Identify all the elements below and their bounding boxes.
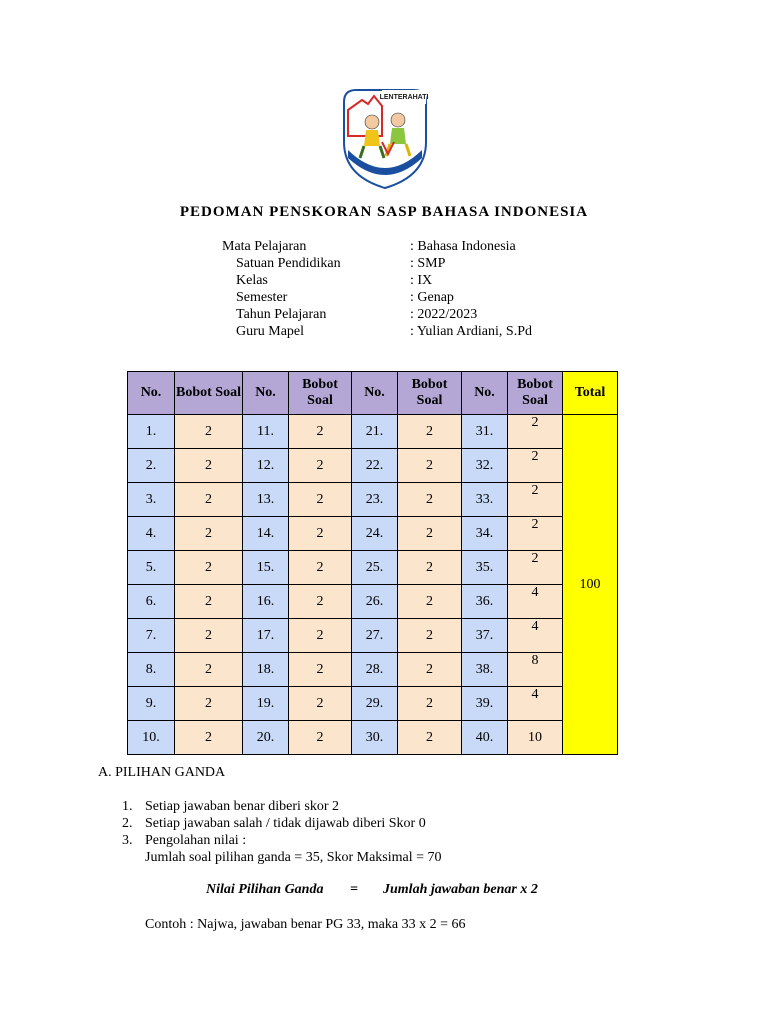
meta-label: Guru Mapel: [236, 324, 305, 339]
table-row: [128, 551, 618, 585]
header-cell: Bobot Soal: [508, 372, 563, 415]
meta-value: : Bahasa Indonesia: [410, 239, 516, 254]
table-cell: 2: [289, 585, 352, 619]
formula-right: Jumlah jawaban benar x 2: [383, 882, 538, 897]
table-cell: 2: [175, 585, 243, 619]
table-cell: 2: [175, 653, 243, 687]
meta-label: Semester: [236, 290, 288, 305]
table-cell: 2: [289, 619, 352, 653]
table-cell: 13.: [243, 483, 289, 517]
table-cell: 2: [508, 551, 563, 585]
header-cell-total: Total: [563, 372, 618, 415]
table-cell: 11.: [243, 415, 289, 449]
list-item: Setiap jawaban salah / tidak dijawab diberi Skor 0: [145, 816, 426, 831]
table-cell: 26.: [352, 585, 398, 619]
table-cell: 19.: [243, 687, 289, 721]
meta-value: : Genap: [410, 290, 454, 305]
table-cell: 2: [175, 687, 243, 721]
table-row: [128, 483, 618, 517]
table-cell: 36.: [462, 585, 508, 619]
header-cell: No.: [462, 372, 508, 415]
table-cell: 2: [398, 449, 462, 483]
table-cell: 1.: [128, 415, 175, 449]
table-cell: 17.: [243, 619, 289, 653]
table-row: [128, 585, 618, 619]
table-cell: 4.: [128, 517, 175, 551]
table-cell: 2: [175, 721, 243, 755]
school-logo: [338, 80, 432, 190]
table-cell: 28.: [352, 653, 398, 687]
table-cell: 2: [175, 449, 243, 483]
table-cell: 10: [508, 721, 563, 755]
logo-text: LENTERAHATI: [379, 94, 429, 101]
table-row: [128, 721, 618, 755]
table-header-row: [128, 372, 618, 415]
formula-left: Nilai Pilihan Ganda: [206, 882, 324, 897]
formula-equals: =: [350, 882, 358, 897]
meta-label: Tahun Pelajaran: [236, 307, 327, 322]
table-cell: 2: [398, 619, 462, 653]
table-cell: 2: [289, 687, 352, 721]
header-cell: No.: [243, 372, 289, 415]
table-cell: 14.: [243, 517, 289, 551]
list-item: Setiap jawaban benar diberi skor 2: [145, 799, 339, 814]
table-cell: 12.: [243, 449, 289, 483]
total-cell: 100: [563, 415, 618, 755]
table-cell: 31.: [462, 415, 508, 449]
table-cell: 25.: [352, 551, 398, 585]
table-cell: 40.: [462, 721, 508, 755]
table-cell: 6.: [128, 585, 175, 619]
table-cell: 8.: [128, 653, 175, 687]
table-cell: 39.: [462, 687, 508, 721]
table-cell: 21.: [352, 415, 398, 449]
table-cell: 2: [508, 449, 563, 483]
table-cell: 2: [398, 653, 462, 687]
table-cell: 2.: [128, 449, 175, 483]
table-cell: 2: [508, 483, 563, 517]
table-cell: 2: [398, 551, 462, 585]
table-cell: 2: [289, 415, 352, 449]
table-cell: 34.: [462, 517, 508, 551]
sub-line: Jumlah soal pilihan ganda = 35, Skor Maksimal = 70: [145, 850, 442, 865]
table-cell: 2: [289, 551, 352, 585]
table-cell: 2: [175, 619, 243, 653]
table-row: [128, 653, 618, 687]
table-cell: 38.: [462, 653, 508, 687]
table-row: [128, 619, 618, 653]
table-cell: 8: [508, 653, 563, 687]
table-row: [128, 517, 618, 551]
table-cell: 15.: [243, 551, 289, 585]
table-cell: 32.: [462, 449, 508, 483]
score-table: [127, 371, 618, 755]
table-cell: 18.: [243, 653, 289, 687]
table-cell: 2: [289, 449, 352, 483]
header-cell: Bobot Soal: [289, 372, 352, 415]
table-cell: 37.: [462, 619, 508, 653]
table-cell: 4: [508, 585, 563, 619]
list-item-number: 1.: [122, 799, 133, 814]
table-cell: 4: [508, 619, 563, 653]
table-cell: 29.: [352, 687, 398, 721]
header-cell: No.: [352, 372, 398, 415]
meta-value: : SMP: [410, 256, 446, 271]
table-cell: 2: [175, 551, 243, 585]
table-cell: 22.: [352, 449, 398, 483]
table-row: [128, 449, 618, 483]
table-cell: 4: [508, 687, 563, 721]
table-cell: 2: [398, 517, 462, 551]
table-cell: 9.: [128, 687, 175, 721]
meta-value: : 2022/2023: [410, 307, 478, 322]
meta-value: : Yulian Ardiani, S.Pd: [410, 324, 532, 339]
meta-value: : IX: [410, 273, 433, 288]
meta-label: Kelas: [236, 273, 268, 288]
table-cell: 2: [175, 517, 243, 551]
document-title: PEDOMAN PENSKORAN SASP BAHASA INDONESIA: [179, 204, 589, 220]
table-cell: 2: [398, 483, 462, 517]
header-cell: No.: [128, 372, 175, 415]
table-cell: 10.: [128, 721, 175, 755]
table-cell: 35.: [462, 551, 508, 585]
table-cell: 5.: [128, 551, 175, 585]
table-cell: 2: [398, 687, 462, 721]
table-cell: 23.: [352, 483, 398, 517]
table-cell: 2: [398, 585, 462, 619]
table-row: [128, 687, 618, 721]
header-cell: Bobot Soal: [175, 372, 243, 415]
table-cell: 2: [289, 517, 352, 551]
table-cell: 27.: [352, 619, 398, 653]
table-cell: 30.: [352, 721, 398, 755]
meta-label: Mata Pelajaran: [222, 239, 307, 254]
table-cell: 16.: [243, 585, 289, 619]
list-item-number: 2.: [122, 816, 133, 831]
table-cell: 2: [508, 415, 563, 449]
table-cell: 2: [289, 483, 352, 517]
list-item: Pengolahan nilai :: [145, 833, 247, 848]
table-row: [128, 415, 618, 449]
section-heading: A. PILIHAN GANDA: [98, 765, 226, 780]
table-cell: 7.: [128, 619, 175, 653]
table-cell: 2: [289, 721, 352, 755]
table-cell: 2: [398, 415, 462, 449]
table-cell: 2: [398, 721, 462, 755]
table-cell: 2: [289, 653, 352, 687]
table-cell: 2: [175, 415, 243, 449]
list-item-number: 3.: [122, 833, 133, 848]
table-cell: 3.: [128, 483, 175, 517]
meta-label: Satuan Pendidikan: [236, 256, 341, 271]
table-cell: 20.: [243, 721, 289, 755]
header-cell: Bobot Soal: [398, 372, 462, 415]
table-cell: 33.: [462, 483, 508, 517]
table-cell: 2: [508, 517, 563, 551]
table-cell: 2: [175, 483, 243, 517]
example-line: Contoh : Najwa, jawaban benar PG 33, maka 33 x 2 = 66: [145, 917, 466, 932]
table-cell: 24.: [352, 517, 398, 551]
